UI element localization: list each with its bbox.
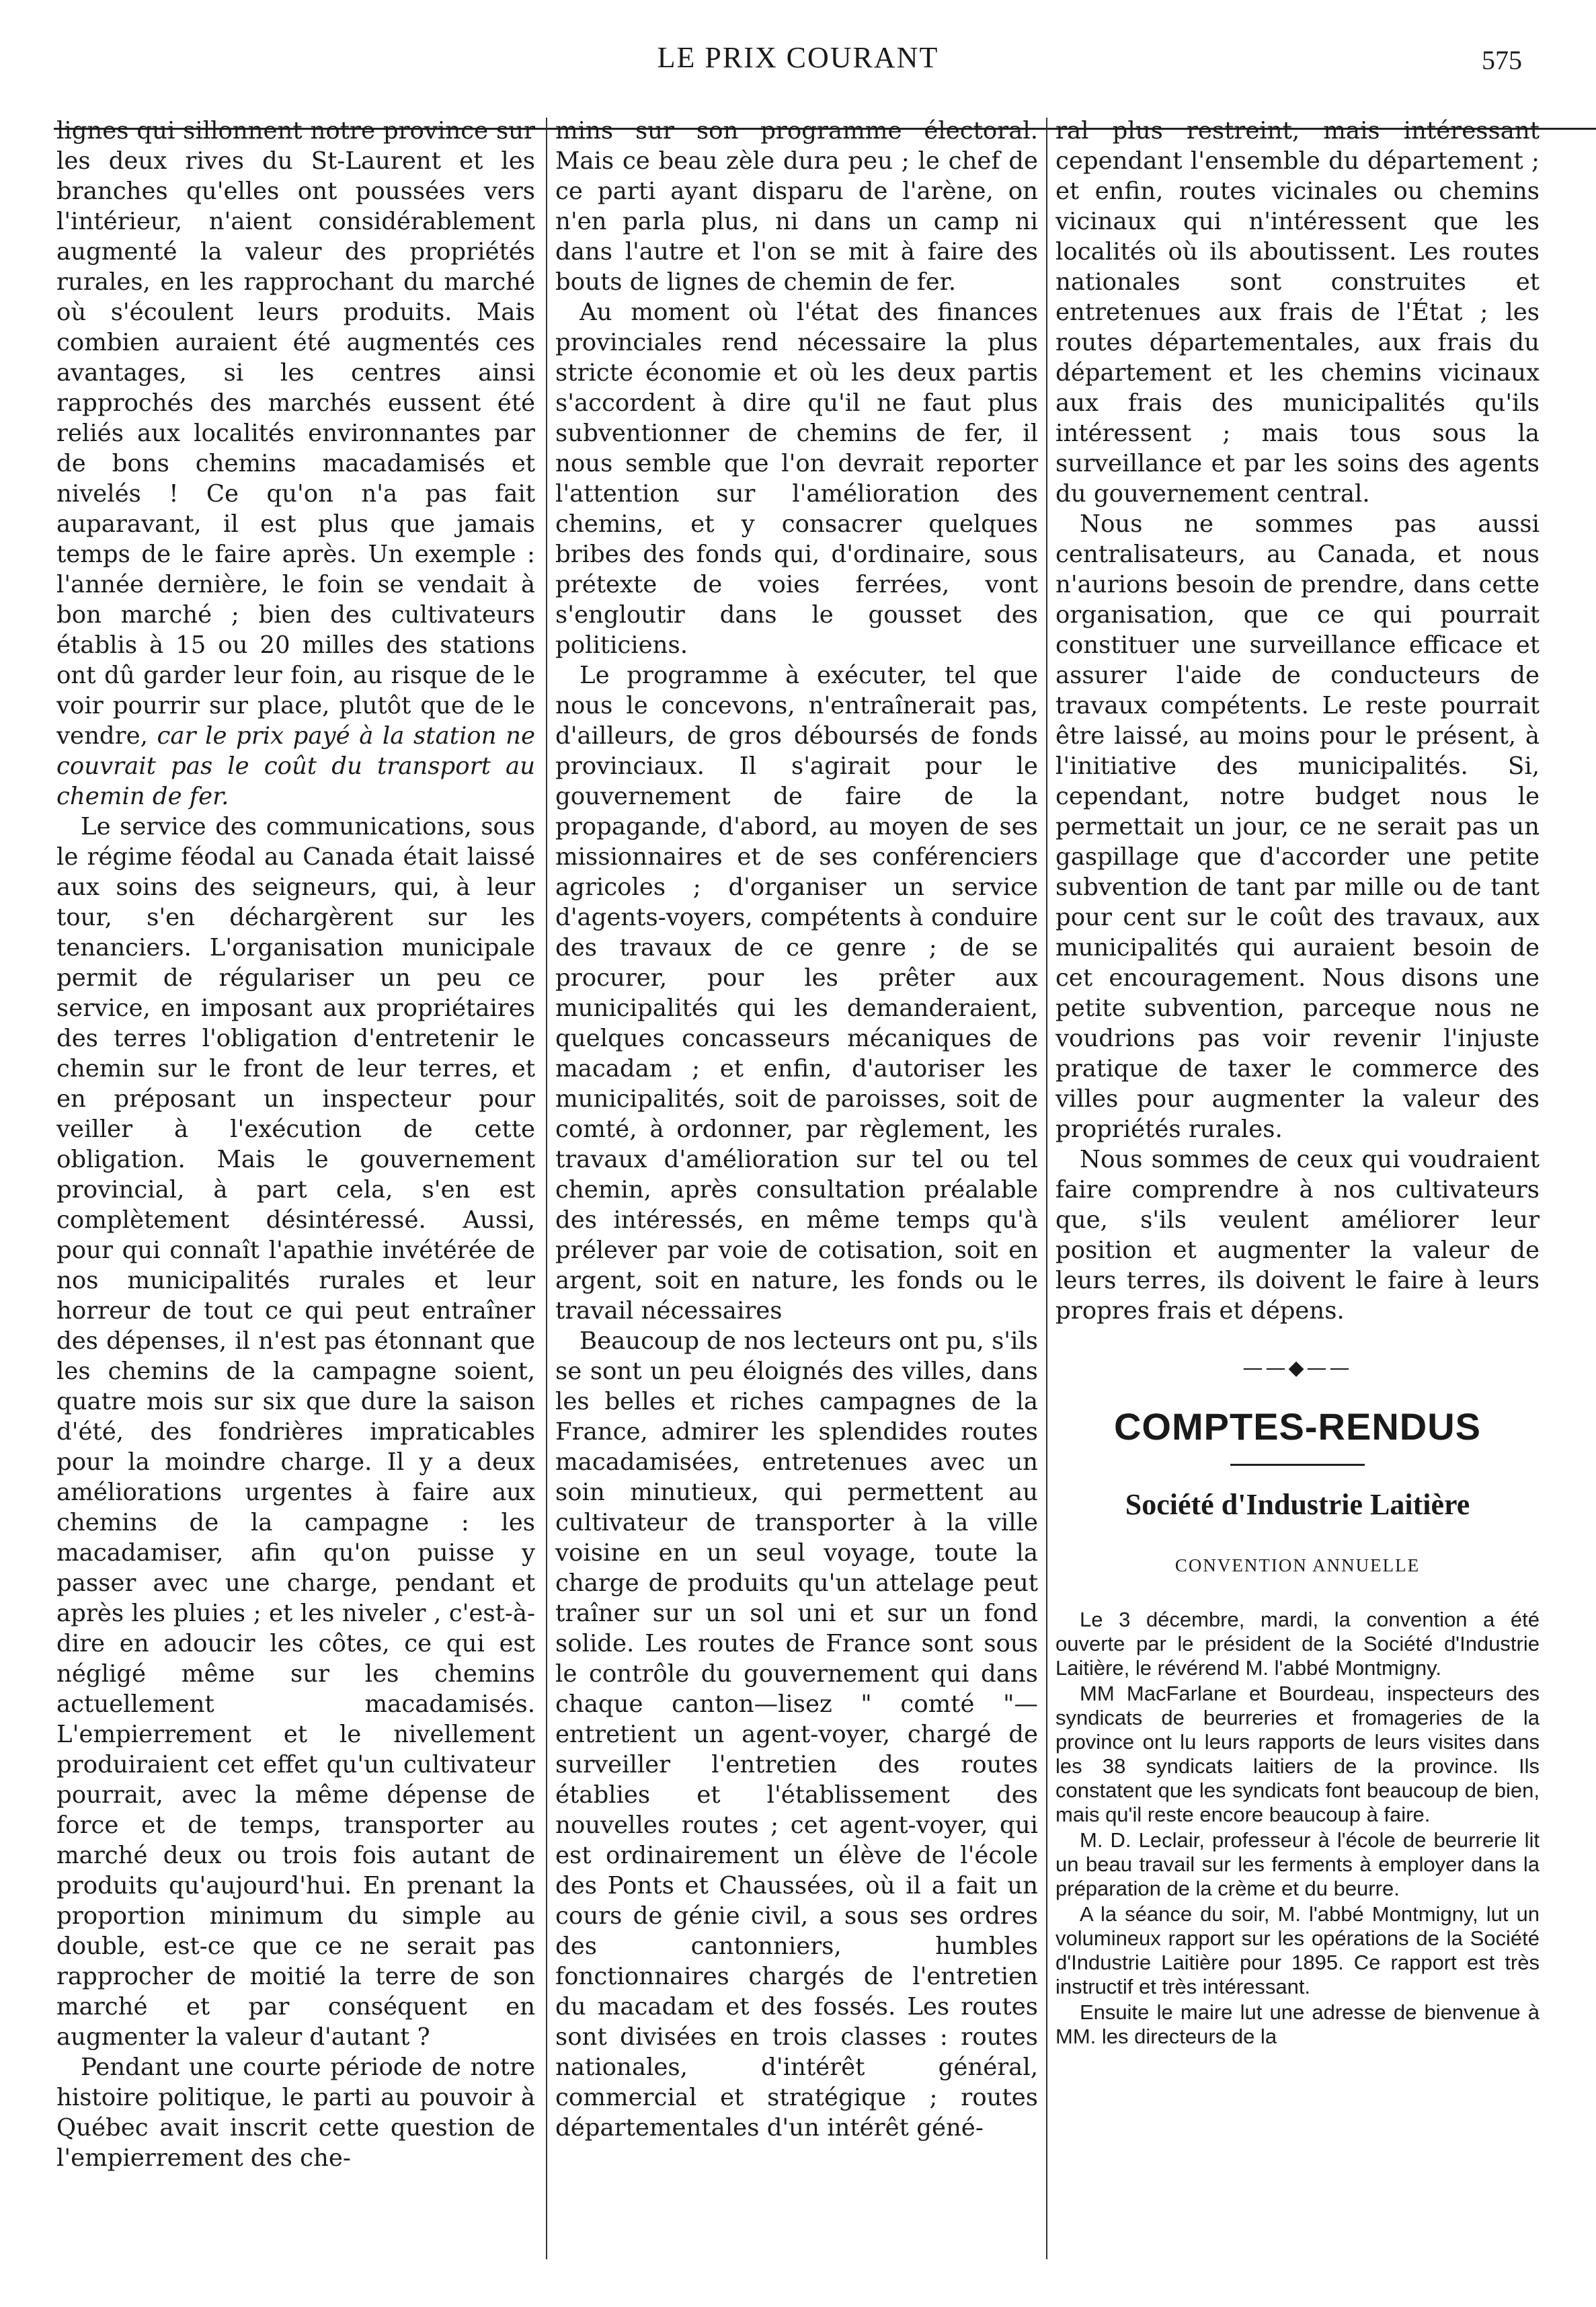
report-paragraph: MM MacFarlane et Bourdeau, inspecteurs des syndicats de beurreries et fromageries de la province ont lu leurs rapports de leurs visites dans les 38 syndicats laitiers de la province. Ils constatent que les syndicats font beaucoup de bien, mais qu'il reste encore beaucoup à faire.: [1055, 1682, 1540, 1826]
report-paragraph: Le 3 décembre, mardi, la convention a été ouverte par le président de la Société d'Industrie Laitière, le révérend M. l'abbé Montmigny.: [1055, 1608, 1540, 1680]
report-paragraph: A la séance du soir, M. l'abbé Montmigny, lut un volumineux rapport sur les opérations de la Société d'Industrie Laitière pour 1895. Ce rapport est très instructif et très intéressant.: [1055, 1902, 1540, 1998]
page-header: [0, 40, 1596, 87]
italic-passage: car le prix payé à la station ne couvrait pas le coût du transport au chemin de fer.: [56, 722, 535, 810]
article-paragraph: Beaucoup de nos lecteurs ont pu, s'ils se sont un peu éloignés des villes, dans les belles et riches campagnes de la France, admirer les splendides routes macadamisées, entretenues avec un soin minutieux, qui permettent au cultivateur de transporter à la ville voisine en un seul voyage, toute la charge de produits qu'un attelage peut traîner sur un sol uni et sur un fond solide. Les routes de France sont sous le contrôle du gouvernement qui dans chaque canton—lisez " comté "—entretient un agent-voyer, chargé de surveiller l'entretien des routes établies et l'établissement des nouvelles routes ; cet agent-voyer, qui est ordinairement un élève de l'école des Ponts et Chaussées, où il a fait un cours de génie civil, a sous ses ordres des cantonniers, humbles fonctionnaires chargés de l'entretien du macadam et des fossés. Les routes sont divisées en trois classes : routes nationales, d'intérêt général, commercial et stratégique ; routes départementales d'un intérêt géné-: [555, 1327, 1038, 2142]
article-paragraph: Nous sommes de ceux qui voudraient faire comprendre à nos cultivateurs que, s'ils veulent améliorer leur position et augmenter la valeur de leurs terres, ils doivent le faire à leurs propres frais et dépens.: [1055, 1146, 1540, 1325]
convention-title: CONVENTION ANNUELLE: [1174, 1555, 1421, 1575]
article-paragraph: ral plus restreint, mais intéressant cependant l'ensemble du département ; et enfin, routes vicinales ou chemins vicinaux qui n'intéressent que les localités où ils aboutissent. Les routes nationales sont construites et entretenues aux frais de l'État ; les routes départementales, aux frais du département et les chemins vicinaux aux frais des municipalités qu'ils intéressent ; mais tous sous la surveillance et par les soins des agents du gouvernement central.: [1055, 117, 1540, 508]
page-number: 575: [1482, 45, 1522, 75]
paragraph-text: lignes qui sillonnent notre province sur les deux rives du St-Laurent et les branches qu'elles ont poussées vers l'intérieur, n'aient considérablement augmenté la valeur des propriétés rurales, en les rapprochant du marché où s'écoulent leurs produits. Mais combien auraient été augmentés ces avantages, si les centres ainsi rapprochés des marchés eussent été reliés aux localités environnantes par de bons chemins macadamisés et nivelés ! Ce qu'on n'a pas fait auparavant, il est plus que jamais temps de le faire après. Un exemple : l'année dernière, le foin se vendait à bon marché ; bien des cultivateurs établis à 15 ou 20 milles des stations ont dû garder leur foin, au risque de le voir pourrir sur place, plutôt que de le vendre,: [56, 117, 535, 750]
article-paragraph: Pendant une courte période de notre histoire politique, le parti au pouvoir à Québec avait inscrit cette question de l'empierrement des che-: [56, 2054, 535, 2172]
running-title: LE PRIX COURANT: [657, 41, 939, 74]
column-3: [1055, 116, 1540, 2261]
ornament-divider: ——◆——: [1242, 1356, 1353, 1380]
report-body: [1055, 1608, 1540, 2049]
report-paragraph: Ensuite le maire lut une adresse de bienvenue à MM. les directeurs de la: [1055, 2000, 1540, 2048]
article-paragraph: [56, 116, 535, 812]
section-rule: [1230, 1464, 1365, 1466]
article-paragraph: Le programme à exécuter, tel que nous le concevons, n'entraînerait pas, d'ailleurs, de gros déboursés de fonds provinciaux. Il s'agirait pour le gouvernement de faire de la propagande, d'abord, au moyen de ses missionnaires et de ses conférenciers agricoles ; d'organiser un service d'agents-voyers, compétents à conduire des travaux de ce genre ; de se procurer, pour les prêter aux municipalités qui les demanderaient, quelques concasseurs mécaniques de macadam ; et enfin, d'autoriser les municipalités, soit de paroisses, soit de comté, à ordonner, par règlement, les travaux d'amélioration sur tel ou tel chemin, après consultation préalable des intéressés, en même temps qu'à prélever par voie de cotisation, soit en argent, soit en nature, les fonds ou le travail nécessaires: [555, 662, 1038, 1325]
column-2: [555, 116, 1038, 2261]
column-divider: [546, 118, 547, 2259]
article-paragraph: Au moment où l'état des finances provinciales rend nécessaire la plus stricte économie et où les deux partis s'accordent à dire qu'il ne faut plus subventionner de chemins de fer, il nous semble que l'on devrait reporter l'attention sur l'amélioration des chemins, et y consacrer quelques bribes des fonds qui, d'ordinaire, sous prétexte de voies ferrées, vont s'engloutir dans le gousset des politiciens.: [555, 299, 1038, 659]
section-title: COMPTES-RENDUS: [1113, 1405, 1482, 1448]
article-paragraph: mins sur son programme électoral. Mais ce beau zèle dura peu ; le chef de ce parti ayant disparu de l'arène, on n'en parla plus, ni dans un camp ni dans l'autre et l'on se mit à faire des bouts de lignes de chemin de fer.: [555, 117, 1038, 296]
society-title: Société d'Industrie Laitière: [1125, 1488, 1470, 1521]
article-paragraph: Nous ne sommes pas aussi centralisateurs, au Canada, et nous n'aurions besoin de prendre, dans cette organisation, que ce qui pourrait constituer une surveillance efficace et assurer l'aide de conducteurs de travaux compétents. Le reste pourrait être laissé, au moins pour le présent, à l'initiative des municipalités. Si, cependant, notre budget nous le permettait un jour, ce ne serait pas un gaspillage que d'accorder une petite subvention de tant par mille ou de tant pour cent sur le coût des travaux, aux municipalités qui auraient besoin de cet encouragement. Nous disons une petite subvention, parceque nous ne voudrions pas voir revenir l'injuste pratique de taxer le commerce des villes pour augmenter la valeur des propriétés rurales.: [1055, 510, 1540, 1143]
column-divider: [1046, 118, 1047, 2259]
article-paragraph: Le service des communications, sous le régime féodal au Canada était laissé aux soins des seigneurs, qui, à leur tour, s'en déchargèrent sur les tenanciers. L'organisation municipale permit de régulariser un peu ce service, en imposant aux propriétaires des terres l'obligation d'entretenir le chemin sur le front de leur terres, et en préposant un inspecteur pour veiller à l'exécution de cette obligation. Mais le gouvernement provincial, à part cela, s'en est complètement désintéressé. Aussi, pour qui connaît l'apathie invétérée de nos municipalités rurales et leur horreur de tout ce qui peut entraîner des dépenses, il n'est pas étonnant que les chemins de la campagne soient, quatre mois sur six que dure la saison d'été, des fondrières impraticables pour la moindre charge. Il y a deux améliorations urgentes à faire aux chemins de la campagne : les macadamiser, afin qu'on puisse y passer avec une charge, pendant et après les pluies ; et les niveler , c'est-à-dire en adoucir les côtes, ce qui est négligé même sur les chemins actuellement macadamisés. L'empierrement et le nivellement produiraient cet effet qu'un cultivateur pourrait, avec la même dépense de force et de temps, transporter au marché deux ou trois fois autant de produits qu'aujourd'hui. En prenant la proportion minimum du simple au double, est-ce que ce ne serait pas rapprocher de moitié la terre de son marché et par conséquent en augmenter la valeur d'autant ?: [56, 813, 535, 2051]
column-1: [56, 116, 535, 2261]
report-paragraph: M. D. Leclair, professeur à l'école de beurrerie lit un beau travail sur les ferments à employer dans la préparation de la crème et du beurre.: [1055, 1828, 1540, 1900]
